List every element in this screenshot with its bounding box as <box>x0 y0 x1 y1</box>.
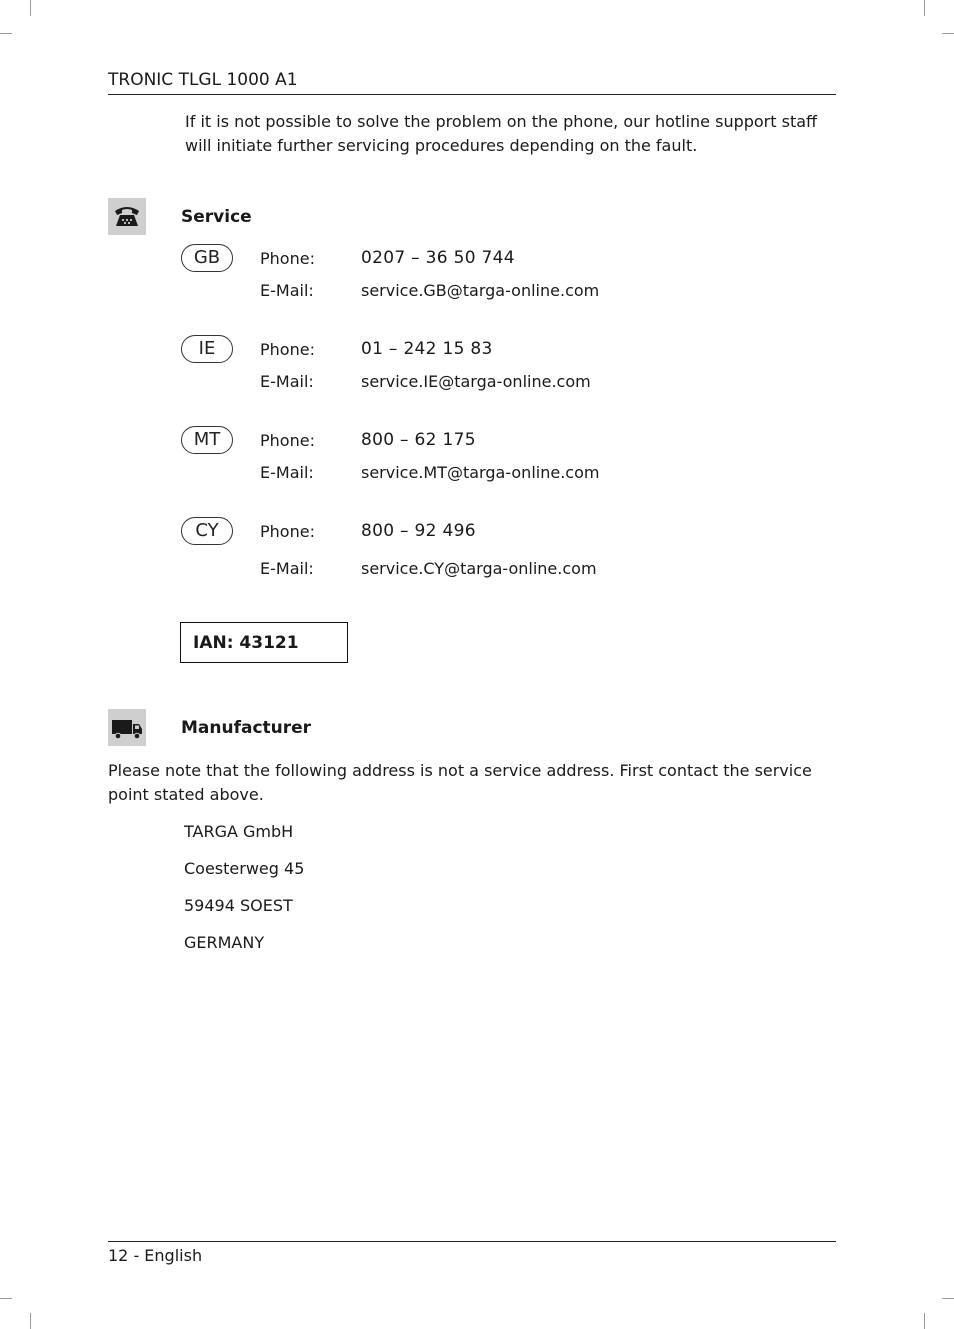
manufacturer-note: Please note that the following address is not a service address. First contact the service point stated above. <box>108 761 812 804</box>
email-cy: service.CY@targa-online.com <box>361 559 597 578</box>
phone-label: Phone: <box>260 340 315 359</box>
address-line: 59494 SOEST <box>184 896 293 915</box>
email-label: E-Mail: <box>260 463 314 482</box>
email-label: E-Mail: <box>260 281 314 300</box>
phone-label: Phone: <box>260 249 315 268</box>
phone-label: Phone: <box>260 431 315 450</box>
address-line: TARGA GmbH <box>184 822 294 841</box>
country-badge-ie: IE <box>181 335 233 363</box>
phone-number-ie: 01 – 242 15 83 <box>361 339 493 359</box>
crop-mark <box>0 1298 12 1299</box>
country-badge-gb: GB <box>181 244 233 272</box>
intro-paragraph: If it is not possible to solve the problem on the phone, our hotline support staff will initiate further servicing procedures depending on the fault. <box>185 112 818 155</box>
telephone-icon <box>108 198 146 235</box>
email-label: E-Mail: <box>260 559 314 578</box>
footer-rule <box>108 1241 836 1242</box>
country-badge-cy: CY <box>181 517 233 545</box>
crop-mark <box>30 1313 31 1329</box>
crop-mark <box>942 33 954 34</box>
crop-mark <box>924 0 925 16</box>
document-header-title: TRONIC TLGL 1000 A1 <box>108 70 298 90</box>
page-number: 12 - English <box>108 1246 203 1265</box>
service-title: Service <box>181 207 252 227</box>
crop-mark <box>30 0 31 16</box>
country-badge-mt: MT <box>181 426 233 454</box>
phone-number-mt: 800 – 62 175 <box>361 430 476 450</box>
email-label: E-Mail: <box>260 372 314 391</box>
ian-number: IAN: 43121 <box>193 633 299 653</box>
address-line: Coesterweg 45 <box>184 859 305 878</box>
crop-mark <box>942 1298 954 1299</box>
email-gb: service.GB@targa-online.com <box>361 281 600 300</box>
truck-icon <box>108 709 146 746</box>
phone-number-cy: 800 – 92 496 <box>361 521 476 541</box>
phone-number-gb: 0207 – 36 50 744 <box>361 248 515 268</box>
header-rule <box>108 94 836 95</box>
crop-mark <box>0 33 12 34</box>
email-ie: service.IE@targa-online.com <box>361 372 591 391</box>
address-line: GERMANY <box>184 933 265 952</box>
email-mt: service.MT@targa-online.com <box>361 463 600 482</box>
phone-label: Phone: <box>260 522 315 541</box>
manufacturer-title: Manufacturer <box>181 718 312 738</box>
ian-box <box>180 622 348 663</box>
crop-mark <box>924 1313 925 1329</box>
